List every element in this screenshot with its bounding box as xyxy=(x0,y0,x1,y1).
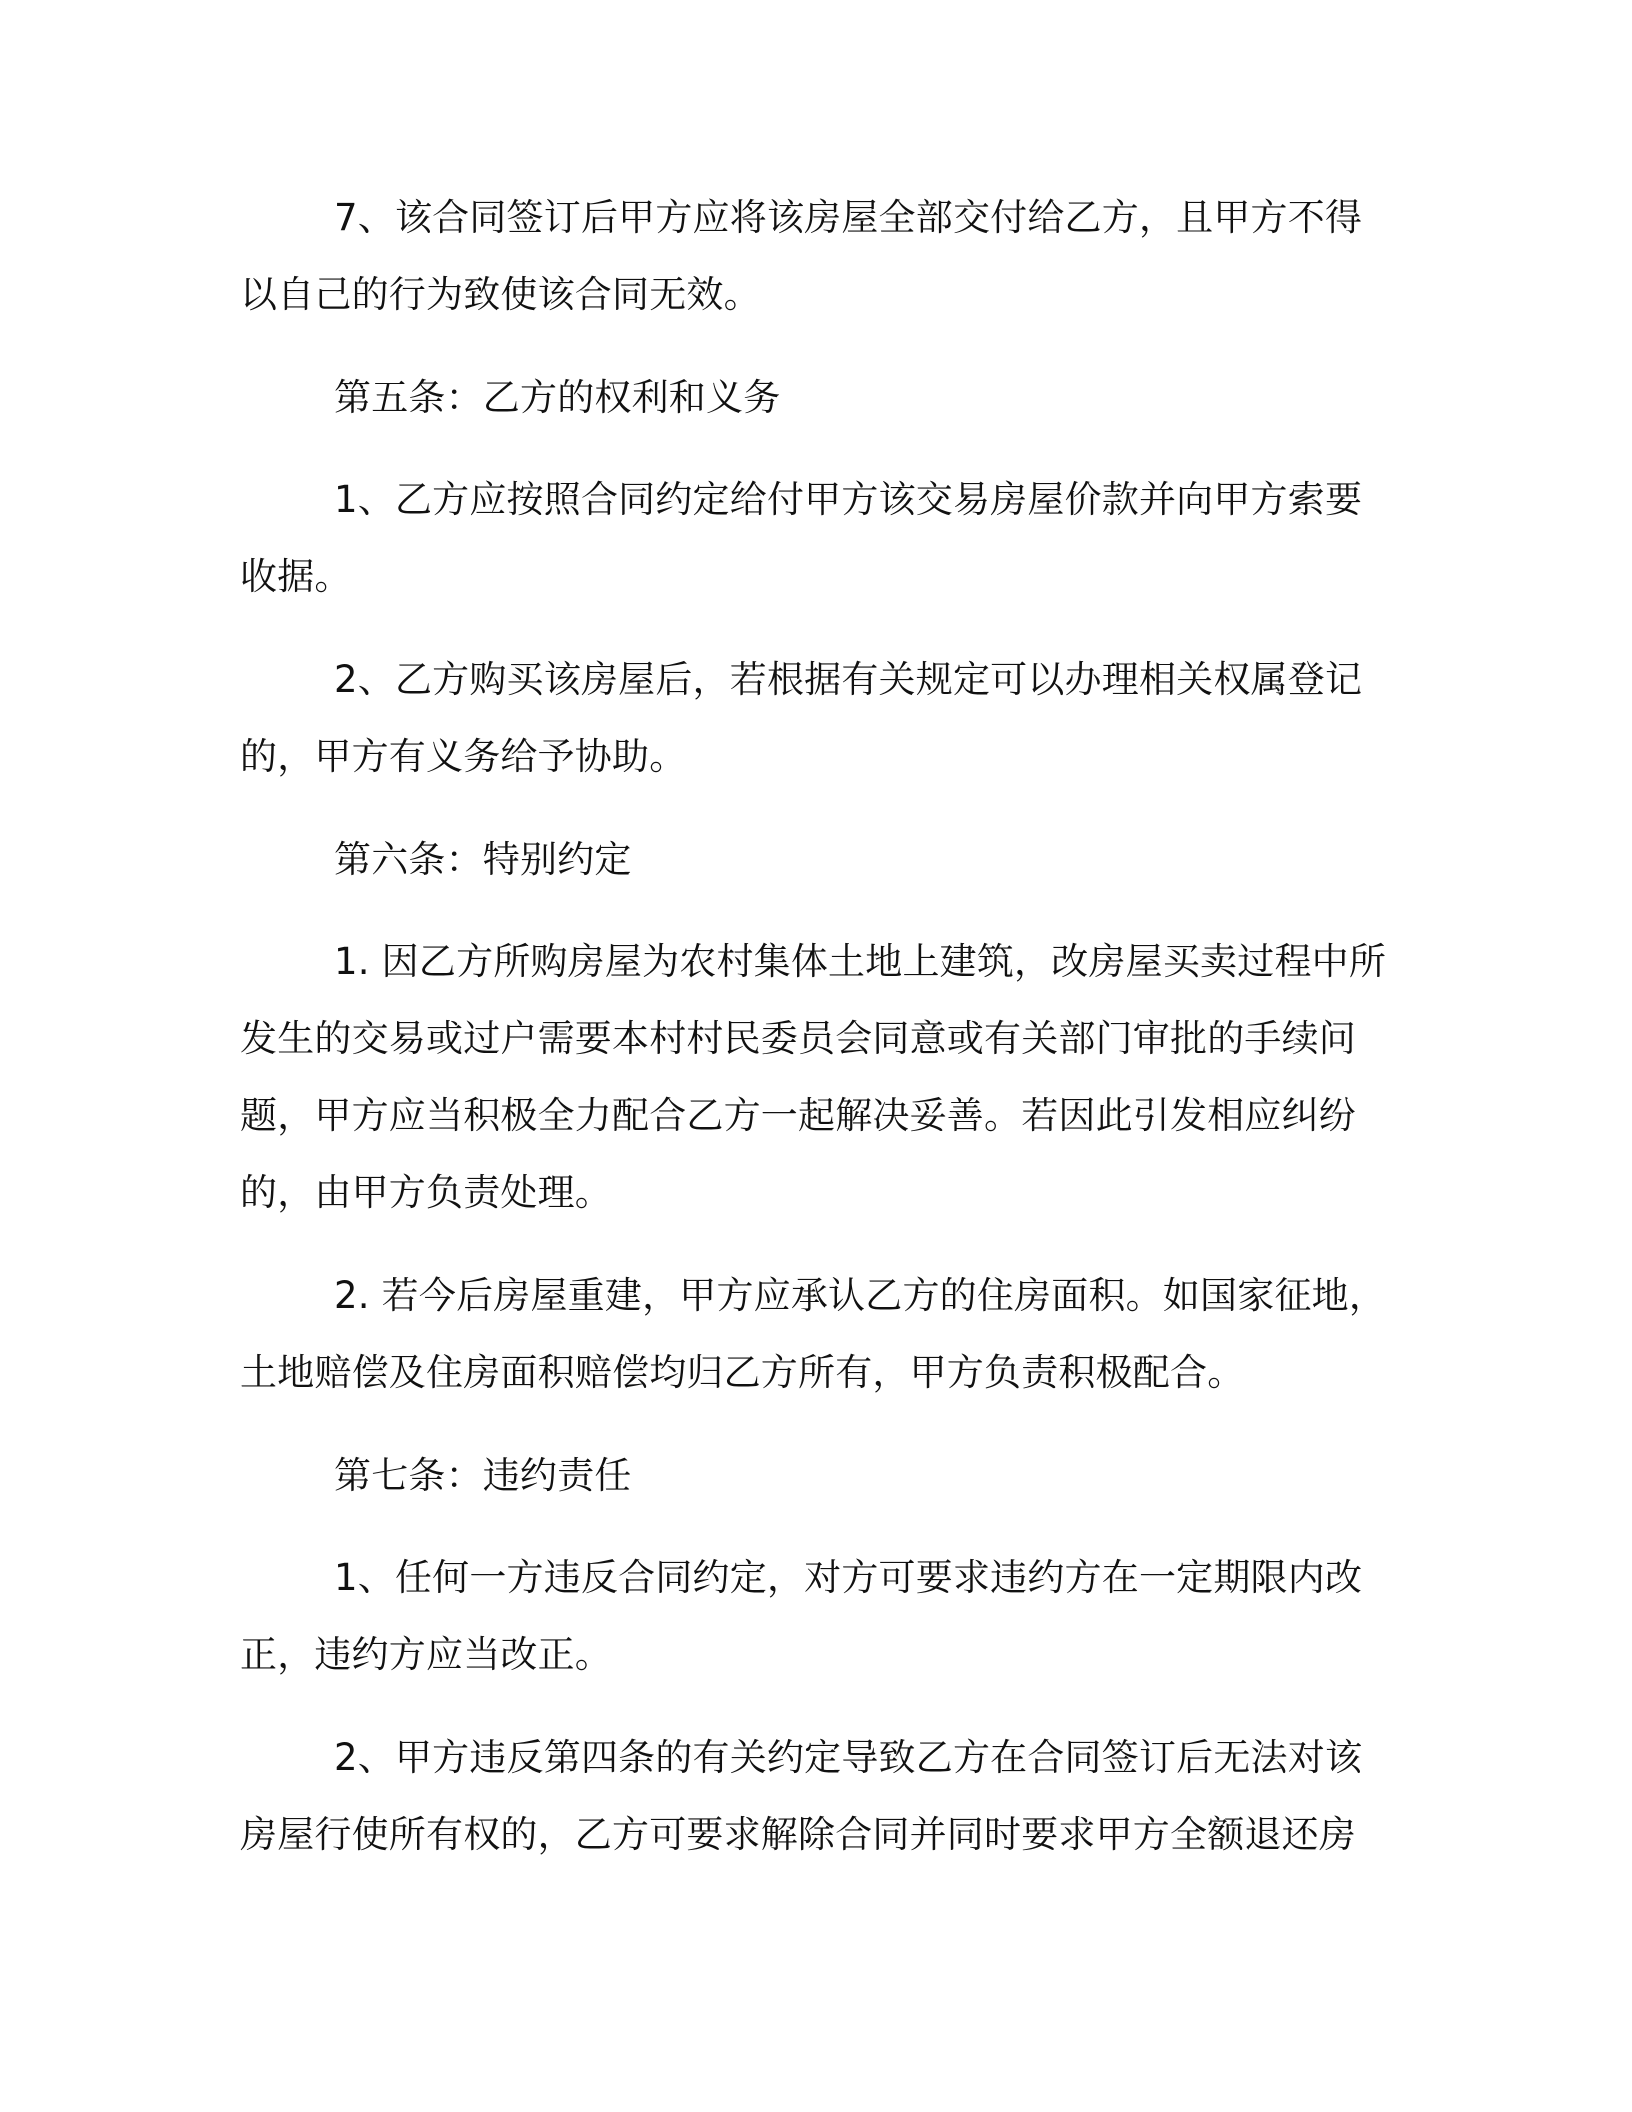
article-5-item-1-line-1: 1、乙方应按照合同约定给付甲方该交易房屋价款并向甲方索要 xyxy=(334,478,1363,521)
article-7-item-2-line-1: 2、甲方违反第四条的有关约定导致乙方在合同签订后无法对该 xyxy=(334,1736,1363,1779)
article-6-item-1-line-4: 的，由甲方负责处理。 xyxy=(240,1171,612,1214)
article-7-item-2-line-2: 房屋行使所有权的，乙方可要求解除合同并同时要求甲方全额退还房 xyxy=(240,1813,1356,1856)
article-6-item-2-line-2: 土地赔偿及住房面积赔偿均归乙方所有，甲方负责积极配合。 xyxy=(240,1351,1245,1394)
article-6-item-1-line-2: 发生的交易或过户需要本村村民委员会同意或有关部门审批的手续问 xyxy=(240,1017,1356,1060)
article-5-item-2-line-1: 2、乙方购买该房屋后，若根据有关规定可以办理相关权属登记 xyxy=(334,658,1363,701)
article-6-item-1-line-1: 1. 因乙方所购房屋为农村集体土地上建筑，改房屋买卖过程中所 xyxy=(334,940,1387,983)
article-6-item-2-line-1: 2. 若今后房屋重建，甲方应承认乙方的住房面积。如国家征地， xyxy=(334,1274,1387,1317)
article-7-heading: 第七条：违约责任 xyxy=(334,1454,632,1497)
article-7-item-1-line-2: 正，违约方应当改正。 xyxy=(240,1633,612,1676)
article-7-item-1-line-1: 1、任何一方违反合同约定，对方可要求违约方在一定期限内改 xyxy=(334,1556,1363,1599)
article-6-item-1-line-3: 题，甲方应当积极全力配合乙方一起解决妥善。若因此引发相应纠纷 xyxy=(240,1094,1356,1137)
article-5-item-1-line-2: 收据。 xyxy=(240,555,352,598)
paragraph-7-line-2: 以自己的行为致使该合同无效。 xyxy=(240,273,761,316)
article-6-heading: 第六条：特别约定 xyxy=(334,838,632,881)
paragraph-7-line-1: 7、该合同签订后甲方应将该房屋全部交付给乙方，且甲方不得 xyxy=(334,196,1363,239)
article-5-heading: 第五条：乙方的权利和义务 xyxy=(334,376,781,419)
article-5-item-2-line-2: 的，甲方有义务给予协助。 xyxy=(240,735,687,778)
